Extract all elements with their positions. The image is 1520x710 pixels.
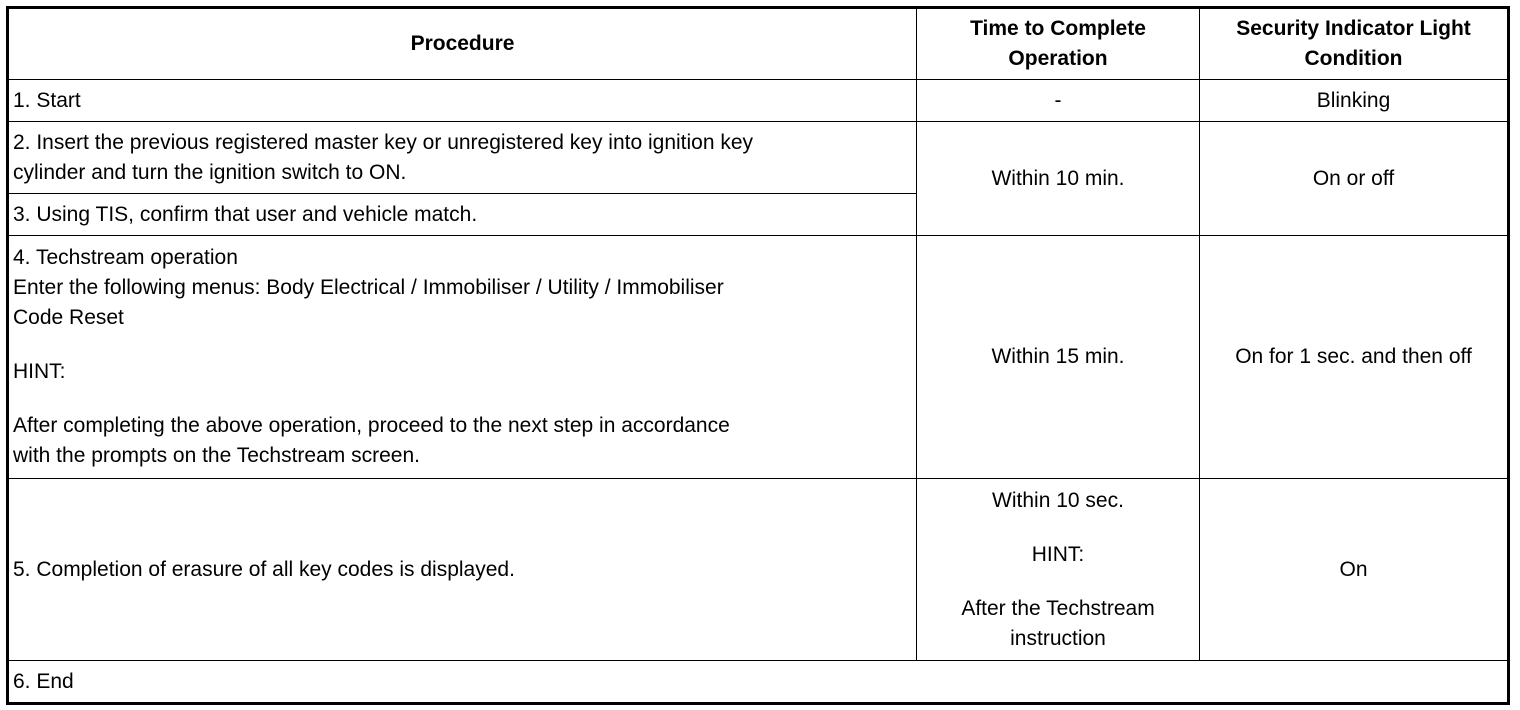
- step-5-light: On: [1200, 479, 1509, 661]
- step-2-procedure: [8, 122, 917, 194]
- table-row: [8, 236, 1509, 479]
- step-5-time-note-line-2: instruction: [1010, 626, 1106, 650]
- table-row: [8, 80, 1509, 122]
- step-4-note-line-2: with the prompts on the Techstream screen.: [13, 444, 420, 467]
- step-1-procedure: 1. Start: [8, 80, 917, 122]
- step-5-time: [917, 479, 1200, 661]
- step-1-time: -: [917, 80, 1200, 122]
- step-4-procedure: [8, 236, 917, 479]
- table-row: [8, 122, 1509, 194]
- step-3-procedure: 3. Using TIS, confirm that user and vehicle match.: [8, 194, 917, 236]
- procedure-table: [6, 6, 1510, 705]
- step-2-line-1: 2. Insert the previous registered master key or unregistered key into ignition key: [13, 130, 754, 154]
- header-indicator-light: Security Indicator Light Condition: [1200, 8, 1509, 80]
- table-row: [8, 661, 1509, 704]
- steps-2-3-time: Within 10 min.: [917, 122, 1200, 236]
- step-5-time-note-line-1: After the Techstream: [961, 596, 1155, 620]
- spacer: [13, 333, 912, 357]
- header-procedure: Procedure: [8, 8, 917, 80]
- step-4-time: Within 15 min.: [917, 236, 1200, 479]
- step-4-light: On for 1 sec. and then off: [1200, 236, 1509, 479]
- step-2-line-2: cylinder and turn the ignition switch to ON.: [13, 160, 407, 184]
- table-header-row: [8, 8, 1509, 80]
- step-5-time-value: Within 10 sec.: [992, 488, 1124, 512]
- step-5-time-hint: HINT:: [1031, 542, 1085, 566]
- step-5-procedure: 5. Completion of erasure of all key codes is displayed.: [8, 479, 917, 661]
- steps-2-3-light: On or off: [1200, 122, 1509, 236]
- step-4-hint: HINT:: [13, 360, 66, 383]
- spacer: [13, 387, 912, 411]
- spacer: [921, 516, 1195, 540]
- step-4-title: 4. Techstream operation: [13, 246, 238, 269]
- spacer: [921, 570, 1195, 594]
- step-4-menu-line-2: Code Reset: [13, 306, 124, 329]
- step-6-procedure: 6. End: [8, 661, 1509, 704]
- step-4-note-line-1: After completing the above operation, proceed to the next step in accordance: [13, 414, 730, 437]
- step-1-light: Blinking: [1200, 80, 1509, 122]
- table-row: [8, 479, 1509, 661]
- header-time-to-complete: Time to Complete Operation: [917, 8, 1200, 80]
- step-4-menu-line-1: Enter the following menus: Body Electrical / Immobiliser / Utility / Immobiliser: [13, 276, 724, 299]
